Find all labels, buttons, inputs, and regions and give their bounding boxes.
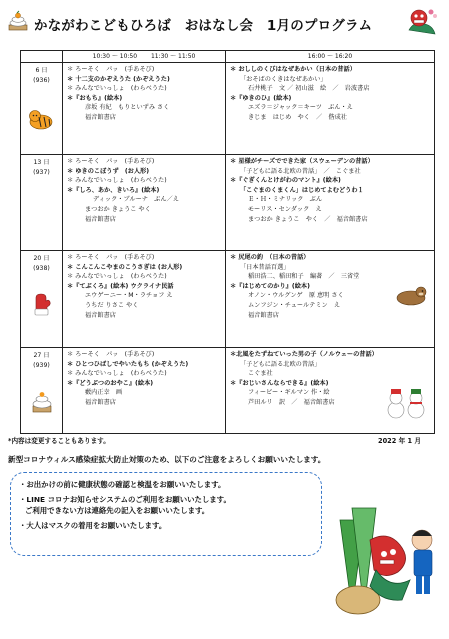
program-line: ＊ 尻尾の釣 （日本の昔話） <box>230 254 310 261</box>
date-cell <box>21 63 63 155</box>
program-line: ＊北風をたずねていった男の子（ノルウェーの昔話） <box>230 351 378 358</box>
program-line: ＊ 星様がチーズでできた家（スウェーデンの昔話） <box>230 158 374 165</box>
date-day: 27 日 <box>33 352 50 359</box>
header-pm-time: 16:00 ～ 16:20 <box>226 51 435 63</box>
rice-cake-icon <box>29 388 55 416</box>
program-line: ＊『ゆきのひ』(絵本) <box>230 94 292 102</box>
table-row <box>21 63 435 155</box>
change-note: *内容は変更することもあります。 <box>8 437 110 445</box>
program-line: エズラ＝ジャック＝キーツ ぶん・え <box>248 104 353 112</box>
pm-program-cell <box>226 251 435 348</box>
kagami-mochi-icon <box>6 8 30 32</box>
am-program-cell <box>63 251 226 348</box>
date-number: (937) <box>33 169 50 176</box>
am-program-cell <box>63 63 226 155</box>
program-line: 「子どもに語る北欧の昔話」 ／ こぐま社 <box>240 167 361 175</box>
program-table <box>20 50 435 434</box>
program-line: ムンフジン・チュールテミン え <box>248 301 341 309</box>
table-row <box>21 155 435 251</box>
program-line: 「日本昔話百選」 <box>240 263 290 271</box>
program-line: ＊『はじめてのかり』(絵本) <box>230 282 310 290</box>
date-number: (938) <box>33 265 50 272</box>
program-line: 藪内正幸 画 <box>85 389 123 397</box>
program-line: ＊ ろーそく パッ (手あそび) <box>67 254 155 261</box>
date-cell <box>21 348 63 434</box>
program-line: 稲田浩二、稲田和子 編著 ／ 三省堂 <box>248 273 360 281</box>
program-line: きじま はじめ やく ／ 偕成社 <box>248 113 347 121</box>
program-line: 彦坂 有紀 もりといずみ さく <box>85 104 170 112</box>
program-line: ＊ おししのくびはなぜあかい（日本の昔話） <box>230 66 356 73</box>
program-line: ＊ みんなでいっしょ (わらべうた) <box>67 85 167 93</box>
program-line: ＊『どうぶつのおやこ』(絵本) <box>67 379 154 387</box>
program-line: ＊ こんこんこやまのこうさぎは (お人形) <box>67 263 183 271</box>
program-line: まつおか きょうこ やく ／ 福音館書店 <box>248 215 368 223</box>
date-day: 6 日 <box>35 67 48 74</box>
program-line: ディック・ブルーナ ぶん／え <box>93 196 179 204</box>
program-line: うちだ りさこ やく <box>85 301 139 309</box>
pm-program-cell <box>226 63 435 155</box>
date-day: 13 日 <box>33 159 50 166</box>
program-line: オノン・ウルグンゲ 原 恵明 さく <box>248 292 344 300</box>
program-line: 石井桃子 文 ／ 初山滋 絵 ／ 岩波書店 <box>248 85 370 93</box>
program-line: ＊ ろーそく パッ (手あそび) <box>67 158 155 165</box>
program-line: 「おそばのくきはなぜあかい」 <box>240 75 327 83</box>
notice-box <box>10 472 322 556</box>
program-line: 福音館書店 <box>85 398 116 406</box>
title-row <box>0 6 449 36</box>
program-line: フィービー・ギルマン 作・絵 <box>248 389 330 397</box>
program-line: ＊ みんなでいっしょ (わらべうた) <box>67 370 167 378</box>
issue-date: 2022 年 1 月 <box>377 437 421 445</box>
snowman-icon <box>384 384 428 420</box>
notice-item: ・お出かけの前に健康状態の確認と検温をお願いいたします。 <box>19 480 226 489</box>
program-line: エウゲーニー・М・ラチョフ え <box>85 292 173 300</box>
program-line: ＊『てぶくろ』(絵本) ウクライナ民話 <box>67 282 174 290</box>
date-number: (936) <box>33 77 50 84</box>
header-am-time: 10:30 ～ 10:50 11:30 ～ 11:50 <box>63 51 226 63</box>
program-line: ＊ ろーそく パッ (手あそび) <box>67 66 155 73</box>
pm-program-cell <box>226 348 435 434</box>
notice-item: ご利用できない方は連絡先の記入をお願いいたします。 <box>25 506 210 515</box>
program-line: まつおか きょうこ やく <box>85 205 151 213</box>
table-row <box>21 251 435 348</box>
program-line: ＊ 十二支のかぞえうた (かぞえうた) <box>67 75 170 83</box>
page-title: かながわこどもひろば おはなし会 1月のプログラム <box>34 18 373 34</box>
program-line: ＊『おもち』(絵本) <box>67 94 123 102</box>
pm-program-cell <box>226 155 435 251</box>
program-line: Ｅ・Ｈ・ミナリック ぶん <box>248 196 323 204</box>
program-line: ＊『おじいさんならできる』(絵本) <box>230 379 329 387</box>
am-program-cell <box>63 348 226 434</box>
table-header <box>21 51 435 63</box>
program-line: 「こぐまのくまくん」はじめてよむどうわ１ <box>240 186 364 194</box>
date-day: 20 日 <box>33 255 50 262</box>
program-line: ＊『ぐぎくんとけがわのマント』(絵本) <box>230 177 341 185</box>
shishimai-icon <box>405 6 439 36</box>
program-line: 芦田ルリ 訳 ／ 福音館書店 <box>248 398 335 406</box>
program-line: ＊ みんなでいっしょ (わらべうた) <box>67 273 167 281</box>
date-cell <box>21 251 63 348</box>
program-line: 福音館書店 <box>248 311 279 319</box>
mitten-icon <box>31 291 55 319</box>
am-program-cell <box>63 155 226 251</box>
program-line: 福音館書店 <box>85 311 116 319</box>
tiger-icon <box>27 107 55 131</box>
notice-item: ・LINE コロナお知らせシステムのご利用をお願いいたします。 <box>19 495 231 504</box>
program-line: ＊ みんなでいっしょ (わらべうた) <box>67 177 167 185</box>
program-line: 福音館書店 <box>85 215 116 223</box>
date-cell <box>21 155 63 251</box>
program-line: ＊ ろーそく パッ (手あそび) <box>67 351 155 358</box>
program-line: ＊ ひとつひばしでやいたもち (かぞえうた) <box>67 360 189 368</box>
kadomatsu-illustration <box>330 500 445 620</box>
program-line: ＊『しろ、あか、きいろ』(絵本) <box>67 186 160 194</box>
program-line: 「子どもに語る北欧の昔話」 <box>240 360 321 368</box>
covid-heading: 新型コロナウィルス感染症拡大防止対策のため、以下のご注意をよろしくお願いいたします。 <box>8 455 326 464</box>
program-line: 福音館書店 <box>85 113 116 121</box>
date-number: (939) <box>33 362 50 369</box>
program-line: モーリス・センダック え <box>248 205 322 213</box>
table-row <box>21 348 435 434</box>
program-line: ＊ ゆきのこぼうず (お人形) <box>67 167 150 175</box>
notice-item: ・大人はマスクの着用をお願いいたします。 <box>19 521 167 530</box>
header-date <box>21 51 63 63</box>
otter-icon <box>394 281 428 307</box>
program-line: こぐま社 <box>248 370 273 378</box>
